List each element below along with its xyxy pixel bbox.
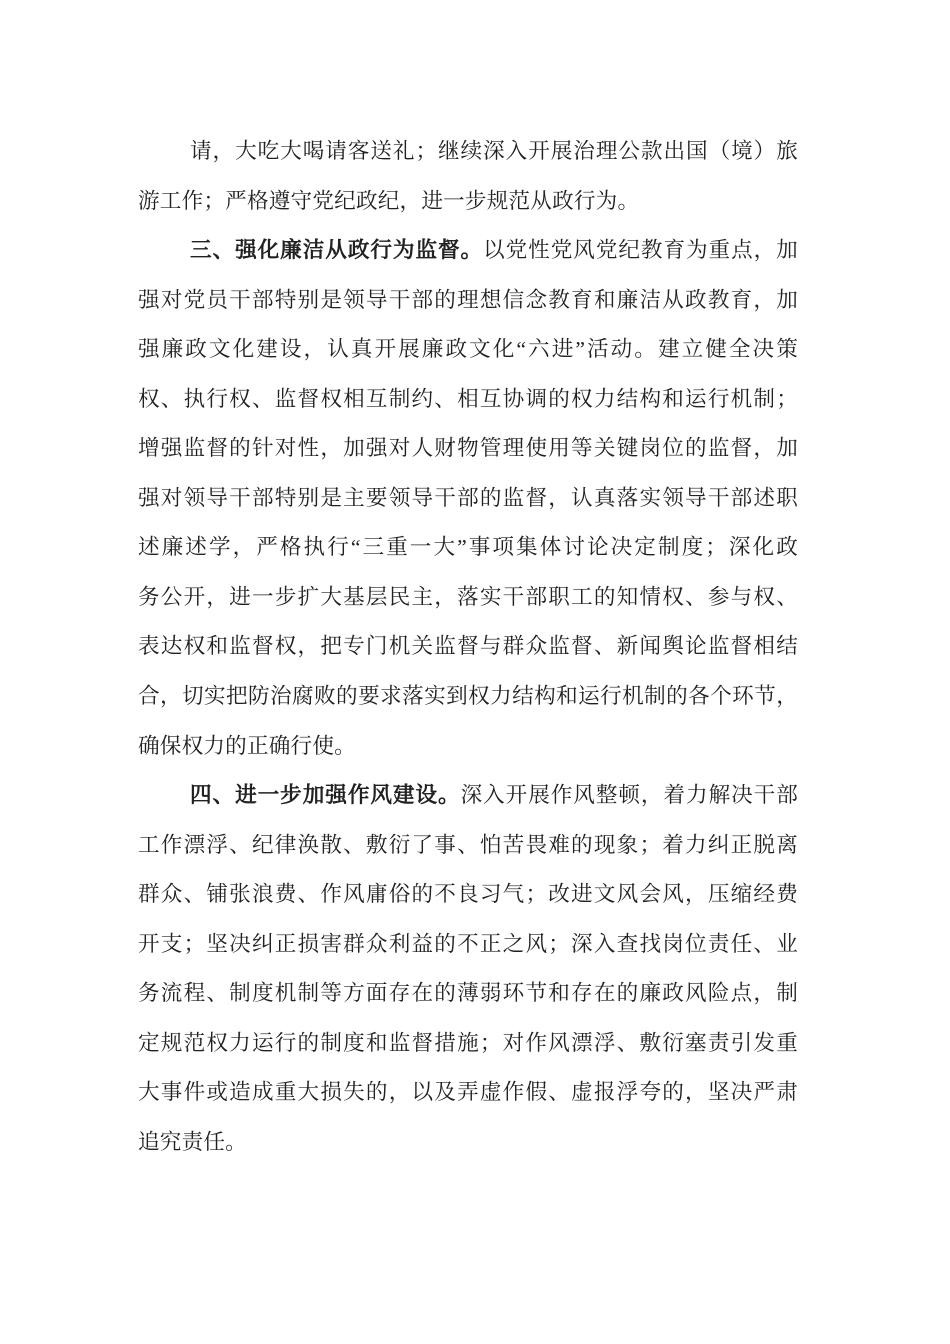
- text-line: 务公开，进一步扩大基层民主，落实干部职工的知情权、参与权、: [138, 584, 798, 609]
- text-line: 表达权和监督权，把专门机关监督与群众监督、新闻舆论监督相结: [138, 634, 798, 659]
- text-line: 四、进一步加强作风建设。深入开展作风整顿，着力解决干部: [190, 783, 798, 808]
- text-line: 追究责任。: [138, 1129, 247, 1154]
- section-heading: 四、进一步加强作风建设。: [190, 783, 461, 808]
- text-line: 述廉述学，严格执行“三重一大”事项集体讨论决定制度；深化政: [138, 535, 798, 560]
- text-line: 请，大吃大喝请客送礼；继续深入开展治理公款出国（境）旅: [190, 139, 798, 163]
- section-heading: 三、强化廉洁从政行为监督。: [190, 238, 484, 263]
- text-line: 定规范权力运行的制度和监督措施；对作风漂浮、敷衍塞责引发重: [138, 1030, 798, 1055]
- paragraph-continuation: [138, 127, 798, 226]
- text-line: 强对领导干部特别是主要领导干部的监督，认真落实领导干部述职: [138, 485, 798, 510]
- text-line: 强廉政文化建设，认真开展廉政文化“六进”活动。建立健全决策: [138, 337, 798, 362]
- text-line: 务流程、制度机制等方面存在的薄弱环节和存在的廉政风险点，制: [138, 981, 798, 1006]
- paragraph-section-three: [138, 226, 798, 771]
- text-line: 强对党员干部特别是领导干部的理想信念教育和廉洁从政教育，加: [138, 287, 798, 312]
- text-line: 大事件或造成重大损失的，以及弄虚作假、虚报浮夸的，坚决严肃: [138, 1080, 798, 1105]
- text-line: 游工作；严格遵守党纪政纪，进一步规范从政行为。: [138, 188, 640, 213]
- document-body: [138, 127, 798, 1167]
- text-line: 群众、铺张浪费、作风庸俗的不良习气；改进文风会风，压缩经费: [138, 882, 798, 907]
- text-line: 增强监督的针对性，加强对人财物管理使用等关键岗位的监督，加: [138, 436, 798, 461]
- text-line: 工作漂浮、纪律涣散、敷衍了事、怕苦畏难的现象；着力纠正脱离: [138, 832, 798, 857]
- text-line: 开支；坚决纠正损害群众利益的不正之风；深入查找岗位责任、业: [138, 931, 798, 956]
- text-line: 权、执行权、监督权相互制约、相互协调的权力结构和运行机制；: [138, 386, 798, 411]
- text-line: 合，切实把防治腐败的要求落实到权力结构和运行机制的各个环节，: [138, 684, 798, 709]
- text-line: 确保权力的正确行使。: [138, 733, 356, 758]
- text-line: 三、强化廉洁从政行为监督。以党性党风党纪教育为重点，加: [190, 238, 798, 263]
- paragraph-section-four: [138, 771, 798, 1167]
